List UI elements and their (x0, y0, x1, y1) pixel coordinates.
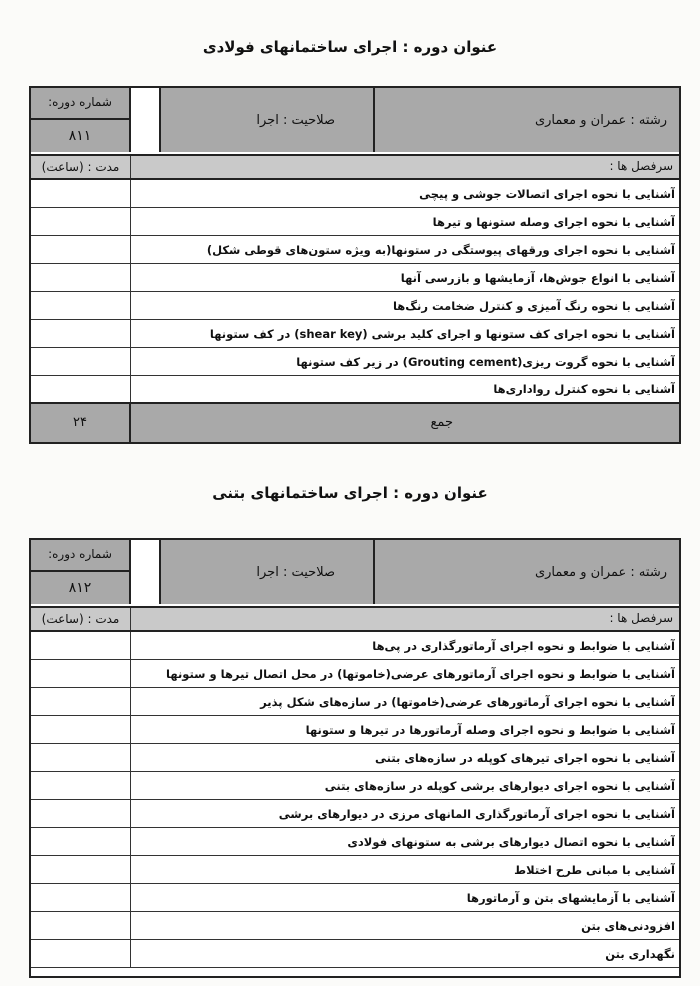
course1-topic: آشنایی با نحوه گروت ریزی(Grouting cement) در زیر کف ستونها (296, 354, 675, 369)
course2-header (31, 540, 679, 608)
course2-duration-cell (31, 828, 131, 855)
course2-topics-label: سرفصل ها : (609, 611, 673, 625)
course2-duration-cell (31, 772, 131, 799)
table-row (31, 208, 679, 236)
table-row (31, 632, 679, 660)
table-row (31, 376, 679, 404)
course2-duration-label: مدت : (ساعت) (31, 608, 131, 630)
table-row (31, 348, 679, 376)
course1-topics-label: سرفصل ها : (609, 159, 673, 173)
course1-topic: آشنایی با انواع جوش‌ها، آزمایشها و بازرسی آنها (400, 270, 675, 285)
course2-topic: آشنایی با آزمایشهای بتن و آرماتورها (466, 890, 675, 905)
course2-duration-cell (31, 688, 131, 715)
course2-field: رشته : عمران و معماری (534, 565, 667, 580)
course2-topic: آشنایی با نحوه اجرای تیرهای کوپله در سازه‌های بتنی (375, 750, 675, 765)
course1-duration-label: مدت : (ساعت) (31, 156, 131, 178)
course2-number-cell (31, 540, 131, 604)
course1-duration-cell (31, 208, 131, 235)
table-row (31, 744, 679, 772)
course2-number-label: شماره دوره: (31, 540, 129, 572)
table-row (31, 940, 679, 968)
table-row (31, 856, 679, 884)
table-row (31, 264, 679, 292)
course1-duration-cell (31, 376, 131, 402)
course1-topic: آشنایی با نحوه اجرای وصله ستونها و تیرها (432, 214, 675, 229)
course2-duration-cell (31, 856, 131, 883)
course1-number-cell (31, 88, 131, 152)
course2-duration-cell (31, 884, 131, 911)
table-row (31, 292, 679, 320)
course2-topics-header (31, 608, 679, 632)
course1-duration-cell (31, 236, 131, 263)
table-row (31, 884, 679, 912)
course2-duration-cell (31, 940, 131, 967)
course2-topic: آشنایی با ضوابط و نحوه اجرای آرماتورگذاری در پی‌ها (372, 638, 675, 653)
course1-field-cell (373, 88, 679, 152)
course1-topics-header (31, 156, 679, 180)
table-row (31, 828, 679, 856)
table-row (31, 772, 679, 800)
course1-competency: صلاحیت : اجرا (256, 113, 335, 128)
table-row (31, 800, 679, 828)
course1-topic: آشنایی با نحوه اجرای کف ستونها و اجرای کلید برشی (shear key) در کف ستونها (209, 326, 675, 341)
course1-number-label: شماره دوره: (31, 88, 129, 120)
course2-competency: صلاحیت : اجرا (256, 565, 335, 580)
course2-competency-cell (159, 540, 373, 604)
course2-topic: افزودنی‌های بتن (581, 918, 675, 933)
course2-duration-cell (31, 912, 131, 939)
table-row (31, 236, 679, 264)
course2-field-cell (373, 540, 679, 604)
course2-duration-cell (31, 744, 131, 771)
course2-topic: آشنایی با نحوه اتصال دیوارهای برشی به ستونهای فولادی (347, 834, 675, 849)
course1-title: عنوان دوره : اجرای ساختمانهای فولادی (202, 38, 498, 56)
table-row (31, 660, 679, 688)
course2-topic: آشنایی با مبانی طرح اختلاط (514, 862, 675, 877)
course1-duration-cell (31, 348, 131, 375)
course1-field: رشته : عمران و معماری (534, 113, 667, 128)
course1-header (31, 88, 679, 156)
course1-duration-cell (31, 292, 131, 319)
course2-topic: نگهداری بتن (605, 946, 675, 961)
table-row (31, 180, 679, 208)
course1-total-row (31, 404, 679, 442)
course2-duration-cell (31, 632, 131, 659)
course1-duration-cell (31, 264, 131, 291)
course1-total-value: ۲۴ (31, 404, 131, 442)
course1-topic: آشنایی با نحوه رنگ آمیزی و کنترل ضخامت رنگ‌ها (392, 298, 675, 313)
course1-competency-cell (159, 88, 373, 152)
course2-table (29, 538, 681, 978)
table-row (31, 320, 679, 348)
course1-duration-cell (31, 180, 131, 207)
course2-number: ۸۱۲ (31, 572, 129, 604)
course2-topic: آشنایی با نحوه اجرای آرماتورگذاری المانهای مرزی در دیوارهای برشی (278, 806, 675, 821)
course1-topic: آشنایی با نحوه کنترل رواداری‌ها (493, 382, 675, 396)
course1-table (29, 86, 681, 444)
table-row (31, 688, 679, 716)
table-row (31, 716, 679, 744)
course1-topic: آشنایی با نحوه اجرای ورقهای پیوستگی در ستونها(به ویژه ستون‌های قوطی شکل) (206, 242, 675, 257)
course2-duration-cell (31, 660, 131, 687)
course2-topic: آشنایی با نحوه اجرای آرماتورهای عرضی(خاموتها) در سازه‌های شکل پذیر (260, 694, 675, 709)
table-row (31, 912, 679, 940)
course2-topic: آشنایی با نحوه اجرای دیوارهای برشی کوپله در سازه‌های بتنی (324, 778, 675, 793)
course2-duration-cell (31, 800, 131, 827)
course2-topic: آشنایی با ضوابط و نحوه اجرای وصله آرماتورها در تیرها و ستونها (305, 722, 675, 737)
course1-duration-cell (31, 320, 131, 347)
course1-total-label: جمع (430, 415, 453, 430)
course2-title: عنوان دوره : اجرای ساختمانهای بتنی (212, 484, 488, 502)
course1-number: ۸۱۱ (31, 120, 129, 152)
course2-duration-cell (31, 716, 131, 743)
course1-topic: آشنایی با نحوه اجرای اتصالات جوشی و پیچی (419, 186, 675, 201)
course2-topic: آشنایی با ضوابط و نحوه اجرای آرماتورهای عرضی(خاموتها) در محل اتصال تیرها و ستونها (166, 666, 675, 681)
